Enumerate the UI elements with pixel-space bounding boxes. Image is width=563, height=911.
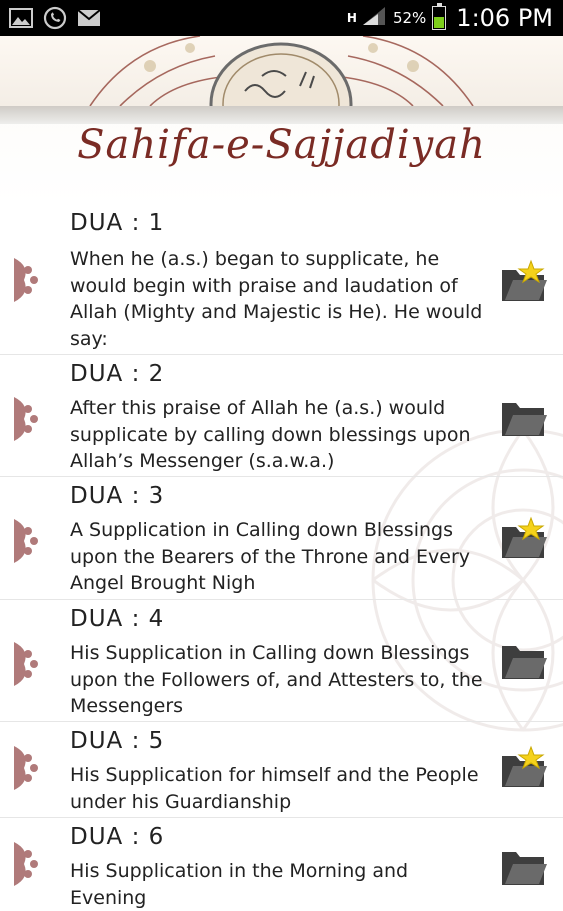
dua-list-item[interactable] — [0, 355, 563, 477]
dua-list — [0, 206, 563, 908]
folder-starred-icon[interactable] — [499, 744, 549, 790]
status-bar — [0, 0, 563, 36]
ornament-icon — [10, 744, 40, 792]
signal-icon — [361, 5, 387, 31]
folder-icon[interactable] — [499, 395, 549, 441]
dua-title: After this praise of Allah he (a.s.) would supplicate by calling down blessings upon Allah’s Messenger (s.a.w.a.) — [70, 397, 471, 472]
ornament-icon — [10, 395, 40, 443]
dua-number: DUA : 1 — [70, 210, 165, 236]
dua-list-item[interactable] — [0, 600, 563, 722]
ornament-icon — [10, 640, 40, 688]
dua-number: DUA : 4 — [70, 606, 165, 632]
dua-number: DUA : 2 — [70, 361, 165, 387]
dua-number: DUA : 3 — [70, 483, 165, 509]
app-title: Sahifa-e-Sajjadiyah — [77, 122, 486, 168]
dua-number: DUA : 5 — [70, 728, 165, 754]
dua-list-item[interactable] — [0, 722, 563, 818]
folder-icon[interactable] — [499, 844, 549, 890]
dua-list-item[interactable] — [0, 206, 563, 355]
dua-title: His Supplication in the Morning and Evening — [70, 860, 409, 909]
battery-icon — [432, 6, 446, 30]
dua-title: When he (a.s.) began to supplicate, he would begin with praise and laudation of Allah (Mighty and Majestic is He). He would say: — [70, 248, 483, 350]
folder-icon[interactable] — [499, 638, 549, 684]
dua-list-item[interactable] — [0, 818, 563, 908]
clock: 1:06 PM — [456, 4, 553, 32]
ornament-icon — [10, 256, 40, 304]
ornament-icon — [10, 517, 40, 565]
image-icon — [8, 6, 34, 30]
folder-starred-icon[interactable] — [499, 515, 549, 561]
header-banner — [0, 36, 563, 106]
arabesque-ornament — [0, 36, 563, 106]
dua-title: A Supplication in Calling down Blessings upon the Bearers of the Throne and Every Angel Brought Nigh — [70, 519, 471, 594]
dua-number: DUA : 6 — [70, 824, 165, 850]
network-type-label: H — [346, 11, 357, 25]
gmail-icon — [76, 6, 102, 30]
folder-starred-icon[interactable] — [499, 258, 549, 304]
dua-list-item[interactable] — [0, 477, 563, 600]
whatsapp-icon — [42, 6, 68, 30]
dua-title: His Supplication in Calling down Blessings upon the Followers of, and Attesters to, the Messengers — [70, 642, 483, 717]
app-header — [0, 36, 563, 206]
dua-title: His Supplication for himself and the People under his Guardianship — [70, 764, 479, 813]
battery-percent: 52% — [392, 9, 427, 27]
ornament-icon — [10, 840, 40, 888]
